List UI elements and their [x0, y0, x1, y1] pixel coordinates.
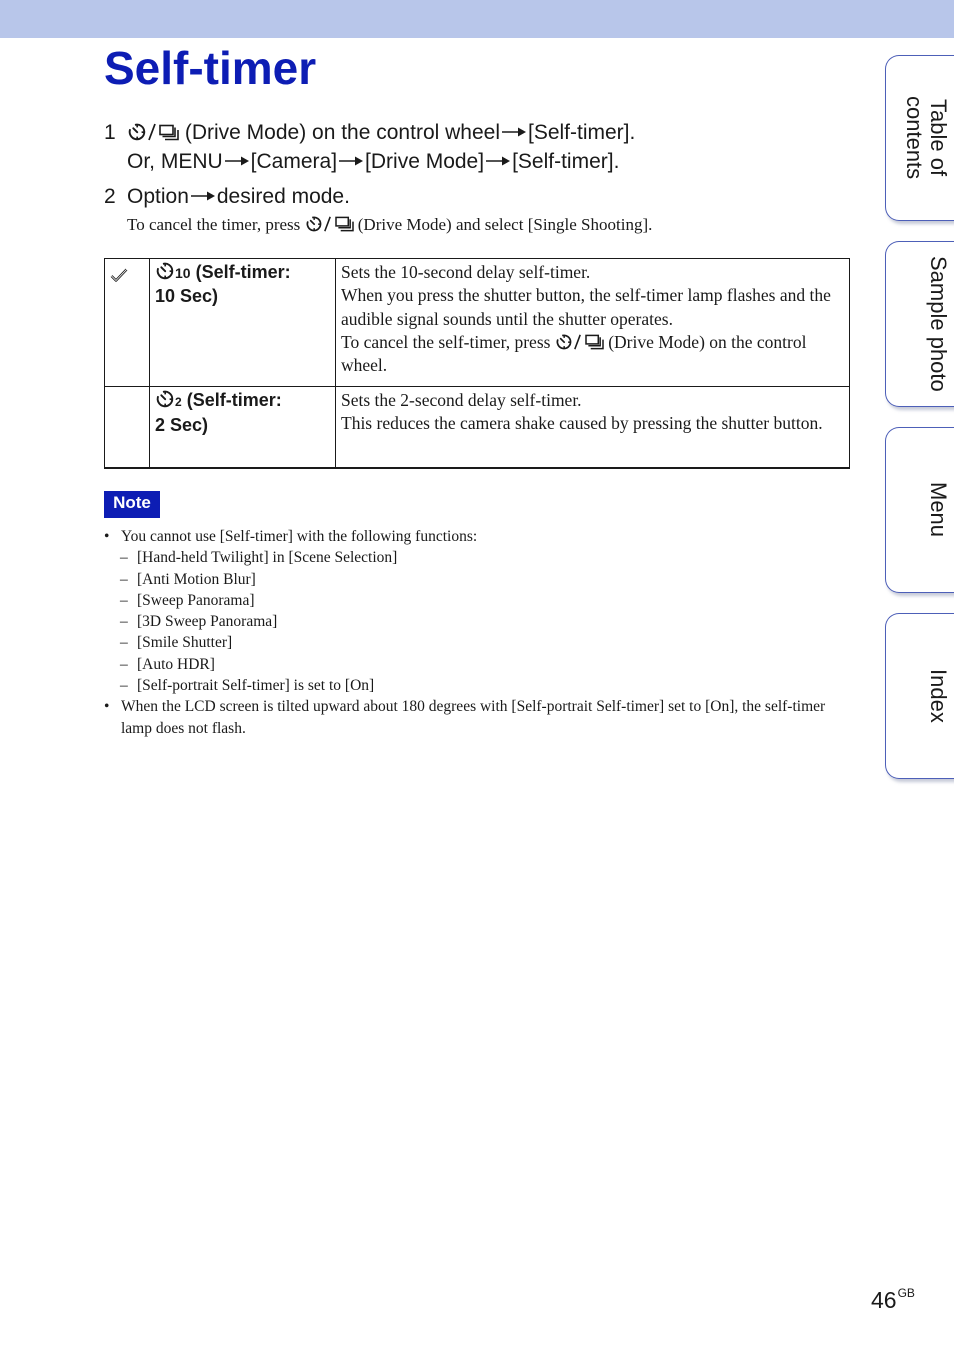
- side-tab-menu[interactable]: [885, 427, 954, 593]
- step-1-instruction: (Drive Mode) on the control wheel: [184, 121, 500, 144]
- timer-icon-subscript: 10: [175, 265, 191, 281]
- mode-description: [336, 387, 849, 440]
- menu-path-part: [Drive Mode]: [365, 150, 485, 173]
- mode-name-cell: [150, 259, 336, 387]
- timer-icon-subscript: 2: [175, 395, 182, 409]
- mode-description-cell: [336, 387, 850, 468]
- right-arrow-icon: [190, 190, 216, 202]
- slash-separator-icon: [147, 122, 157, 142]
- side-tab-table-of-contents[interactable]: [885, 55, 954, 221]
- cancel-note-text: To cancel the timer, press: [127, 215, 301, 234]
- mode-description-text: To cancel the self-timer, press: [341, 331, 551, 352]
- menu-path-part: [Self-timer].: [512, 150, 620, 173]
- mode-description-text: Sets the 2-second delay self-timer.: [341, 390, 582, 410]
- side-tab-label: Index: [926, 669, 951, 723]
- mode-name-line: (Self-timer:: [186, 390, 282, 410]
- page-number-suffix: GB: [897, 1286, 915, 1300]
- mode-description-text: (Drive Mode) on the control wheel.: [341, 331, 807, 376]
- note-sub-item: – [Self-portrait Self-timer] is set to [On]: [104, 675, 844, 696]
- step-number: 2: [104, 185, 116, 208]
- table-row: [105, 259, 850, 387]
- step-1-target: [Self-timer].: [528, 121, 636, 144]
- page-number-value: 46: [871, 1287, 897, 1313]
- self-timer-icon: [155, 389, 175, 409]
- mode-name-line: 10 Sec): [155, 286, 219, 306]
- header-band: [0, 0, 954, 38]
- menu-path-part: [Camera]: [250, 150, 338, 173]
- note-label: Note: [104, 491, 160, 518]
- page-number: [871, 1278, 915, 1315]
- check-mark-icon: [110, 267, 128, 283]
- self-timer-icon: [305, 215, 323, 233]
- note-list: [104, 526, 844, 739]
- mode-description-text: Sets the 10-second delay self-timer.: [341, 262, 591, 282]
- right-arrow-icon: [338, 155, 364, 167]
- self-timer-icon: [155, 261, 175, 281]
- side-tab-index[interactable]: [885, 613, 954, 779]
- drive-mode-icon: [335, 216, 354, 233]
- default-cell: [105, 387, 150, 468]
- note-sub-item: – [Anti Motion Blur]: [104, 569, 844, 590]
- side-tab-label: Sample photo: [926, 256, 951, 392]
- table-row: [105, 387, 850, 468]
- right-arrow-icon: [501, 126, 527, 138]
- note-sub-item: – [Hand-held Twilight] in [Scene Selection]: [104, 547, 844, 568]
- default-cell: [105, 259, 150, 387]
- note-bullet: • When the LCD screen is tilted upward about 180 degrees with [Self-portrait Self-timer] set to [On], the self-timer lamp does not flash.: [104, 696, 844, 739]
- drive-mode-icon: [585, 334, 604, 351]
- cancel-note-text: (Drive Mode) and select [Single Shooting].: [357, 215, 653, 234]
- step-1: [104, 118, 744, 178]
- cancel-note: [127, 213, 652, 237]
- mode-name-line: (Self-timer:: [195, 262, 291, 282]
- note-sub-item: – [3D Sweep Panorama]: [104, 611, 844, 632]
- mode-name-cell: [150, 387, 336, 468]
- side-tab-label: Menu: [926, 482, 951, 538]
- slash-separator-icon: [323, 215, 332, 233]
- side-tab-label: Table of contents: [902, 96, 951, 180]
- menu-path-part: Or, MENU: [127, 150, 223, 173]
- note-sub-item: – [Smile Shutter]: [104, 632, 844, 653]
- step-number: 1: [104, 121, 116, 144]
- page-title: Self-timer: [104, 42, 317, 94]
- mode-name: [150, 259, 335, 308]
- mode-description-text: This reduces the camera shake caused by pressing the shutter button.: [341, 413, 823, 434]
- step-2-line: [127, 182, 350, 212]
- mode-description-cell: [336, 259, 850, 387]
- step-2: [104, 182, 504, 212]
- step-1-line-2: [127, 147, 619, 177]
- note-sub-item: – [Sweep Panorama]: [104, 590, 844, 611]
- right-arrow-icon: [224, 155, 250, 167]
- mode-name: [150, 387, 335, 437]
- slash-separator-icon: [573, 333, 582, 351]
- step-1-line-1: [127, 118, 635, 148]
- mode-description: [336, 259, 849, 381]
- right-arrow-icon: [485, 155, 511, 167]
- mode-table: [104, 258, 850, 469]
- mode-name-line: 2 Sec): [155, 415, 209, 435]
- note-sub-item: – [Auto HDR]: [104, 654, 844, 675]
- step-2-option: Option: [127, 185, 189, 208]
- step-2-target: desired mode.: [216, 185, 350, 208]
- side-tab-sample-photo[interactable]: [885, 241, 954, 407]
- note-bullet: • You cannot use [Self-timer] with the following functions:: [104, 526, 844, 547]
- self-timer-icon: [127, 122, 147, 142]
- mode-description-text: When you press the shutter button, the self-timer lamp flashes and the audible signal sounds until the shutter operates.: [341, 285, 831, 329]
- self-timer-icon: [555, 333, 573, 351]
- drive-mode-icon: [159, 124, 179, 142]
